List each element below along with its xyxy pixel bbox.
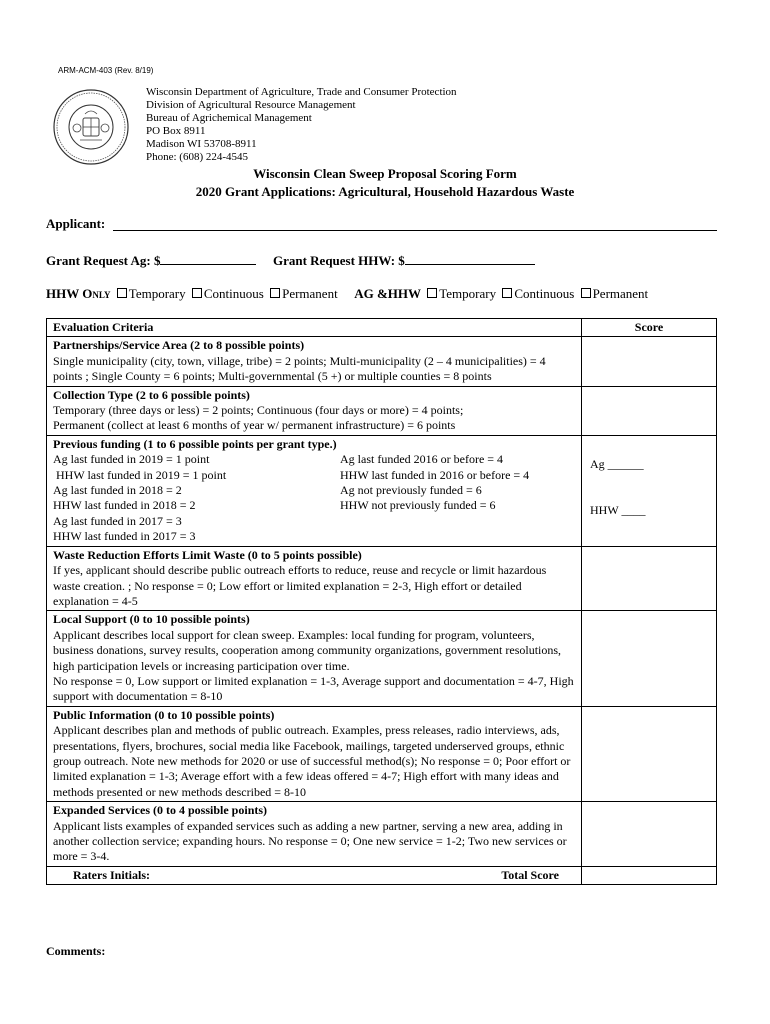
criteria-text: Applicant describes plan and methods of public outreach. Examples, press releases, radio interviews, ads, presentations, flyers, brochures, social media like Facebook, mailings, targeted underserved groups, ethnic group outreach. Note new methods for 2020 or use of successful method(s); No response = 0; Poor effort or limited explanation = 1-3; Average effort with a few ideas offered = 4-7; High effort with many ideas and methods presented or new methods described = 8-10 [53,723,571,799]
criteria-heading: Local Support (0 to 10 possible points) [53,612,250,627]
table-row [47,706,717,801]
score-cell[interactable] [582,706,717,801]
criteria-cell [47,802,582,867]
list-item: HHW last funded in 2019 = 1 point [53,467,227,482]
previous-funding-right [340,452,575,544]
option-label: Temporary [439,286,497,301]
option-label: Permanent [592,286,649,301]
list-item: HHW last funded in 2017 = 3 [53,529,196,544]
previous-funding-columns [53,452,575,544]
criteria-cell [47,386,582,435]
criteria-text: Temporary (three days or less) = 2 points; Continuous (four days or more) = 4 points; [53,403,464,418]
criteria-heading: Partnerships/Service Area (2 to 8 possible points) [53,338,305,353]
criteria-heading: Collection Type (2 to 6 possible points) [53,387,250,402]
raters-initials-label: Raters Initials: [73,867,150,882]
hhw-only-label: HHW Only [46,286,111,301]
agency-line: Madison WI 53708-8911 [146,138,257,150]
grant-request-row [46,252,535,269]
option-label: Temporary [128,286,186,301]
agency-line: Division of Agricultural Resource Management [146,99,356,111]
ag-hhw-temporary-checkbox[interactable] [427,288,437,298]
grant-hhw-label: Grant Request HHW: $ [272,253,405,268]
grant-ag-label: Grant Request Ag: $ [46,253,161,268]
agency-line: Bureau of Agrichemical Management [146,112,312,124]
list-item: Ag last funded in 2019 = 1 point [53,452,210,467]
form-number: ARM-ACM-403 (Rev. 8/19) [58,66,154,75]
applicant-field[interactable] [113,230,717,231]
agency-line: Phone: (608) 224-4545 [146,151,249,163]
table-row [47,337,717,386]
table-row [47,802,717,867]
criteria-cell [47,337,582,386]
comments-label: Comments: [46,944,106,958]
list-item: Ag last funded in 2018 = 2 [53,483,182,498]
agency-line: PO Box 8911 [146,125,206,137]
agency-address [146,86,457,164]
totals-cell [47,866,582,884]
criteria-cell [47,546,582,611]
table-row [47,546,717,611]
grant-ag-field[interactable] [160,252,256,265]
hhw-continuous-checkbox[interactable] [192,288,202,298]
criteria-heading: Previous funding (1 to 6 possible points per grant type.) [53,436,337,451]
previous-funding-left [53,452,340,544]
list-item: HHW last funded in 2016 or before = 4 [340,467,530,482]
score-cell[interactable] [582,802,717,867]
ag-hhw-label: AG &HHW [354,286,421,301]
score-ag-field[interactable]: Ag ______ [590,456,644,471]
option-label: Permanent [282,286,338,301]
table-header-row [47,319,717,337]
criteria-cell [47,706,582,801]
criteria-text: If yes, applicant should describe public outreach efforts to reduce, reuse and recycle or limit hazardous waste creation. ; No response = 0; Low effort or limited explanation = 2-3, High effort or detailed explanation = 4-5 [53,563,547,608]
criteria-cell [47,611,582,706]
evaluation-table [46,318,717,885]
score-cell[interactable] [582,546,717,611]
score-cell[interactable] [582,611,717,706]
form-title: Wisconsin Clean Sweep Proposal Scoring Form [253,166,517,181]
total-score-field[interactable] [582,866,717,884]
criteria-heading: Expanded Services (0 to 4 possible points) [53,803,268,818]
criteria-header: Evaluation Criteria [47,319,582,337]
applicant-label: Applicant: [46,216,106,231]
criteria-text: Permanent (collect at least 6 months of year w/ permanent infrastructure) = 6 points [53,418,456,433]
hhw-permanent-checkbox[interactable] [270,288,280,298]
list-item: HHW last funded in 2018 = 2 [53,498,196,513]
list-item: Ag last funded in 2017 = 3 [53,513,182,528]
criteria-cell [47,435,582,546]
criteria-text: Applicant lists examples of expanded services such as adding a new partner, serving a new area, adding in another collection service; expanding hours. No response = 0; One new service = 1-2; Two new services or more = 3-4. [53,818,567,864]
criteria-heading: Public Information (0 to 10 possible points) [53,707,275,722]
totals-row [47,866,717,884]
agency-line: Wisconsin Department of Agriculture, Trade and Consumer Protection [146,86,457,98]
criteria-text: Applicant describes local support for clean sweep. Examples: local funding for program, volunteers, business donations, survey results, cooperation among community organizations, government resolutions, high participation levels or increasing participation over time. [53,627,562,673]
table-row [47,435,717,546]
ag-hhw-continuous-checkbox[interactable] [502,288,512,298]
form-subtitle: 2020 Grant Applications: Agricultural, Household Hazardous Waste [195,184,575,199]
hhw-temporary-checkbox[interactable] [117,288,127,298]
score-hhw-field[interactable]: HHW ____ [590,503,646,518]
option-label: Continuous [514,286,575,301]
list-item: HHW not previously funded = 6 [340,498,496,513]
total-score-label: Total Score [501,867,559,882]
criteria-heading: Waste Reduction Efforts Limit Waste (0 to 5 points possible) [53,547,362,562]
score-cell[interactable] [582,435,717,546]
table-row [47,386,717,435]
score-cell[interactable] [582,386,717,435]
state-seal-icon [52,88,130,166]
list-item: Ag last funded 2016 or before = 4 [340,452,504,467]
list-item: Ag not previously funded = 6 [340,483,482,498]
score-header: Score [582,319,717,337]
table-row [47,611,717,706]
program-type-row [46,286,648,302]
score-cell[interactable] [582,337,717,386]
option-label: Continuous [203,286,264,301]
grant-hhw-field[interactable] [405,252,535,265]
criteria-text: Single municipality (city, town, village, tribe) = 2 points; Multi-municipality (2 – 4 municipalities) = 4 points ; Single County = 6 points; Multi-governmental (5 +) or multiple counties = 8 points [53,353,546,384]
criteria-text: No response = 0, Low support or limited explanation = 1-3, Average support and documentation = 4-7, High support with documentation = 8-10 [53,673,574,704]
ag-hhw-permanent-checkbox[interactable] [581,288,591,298]
